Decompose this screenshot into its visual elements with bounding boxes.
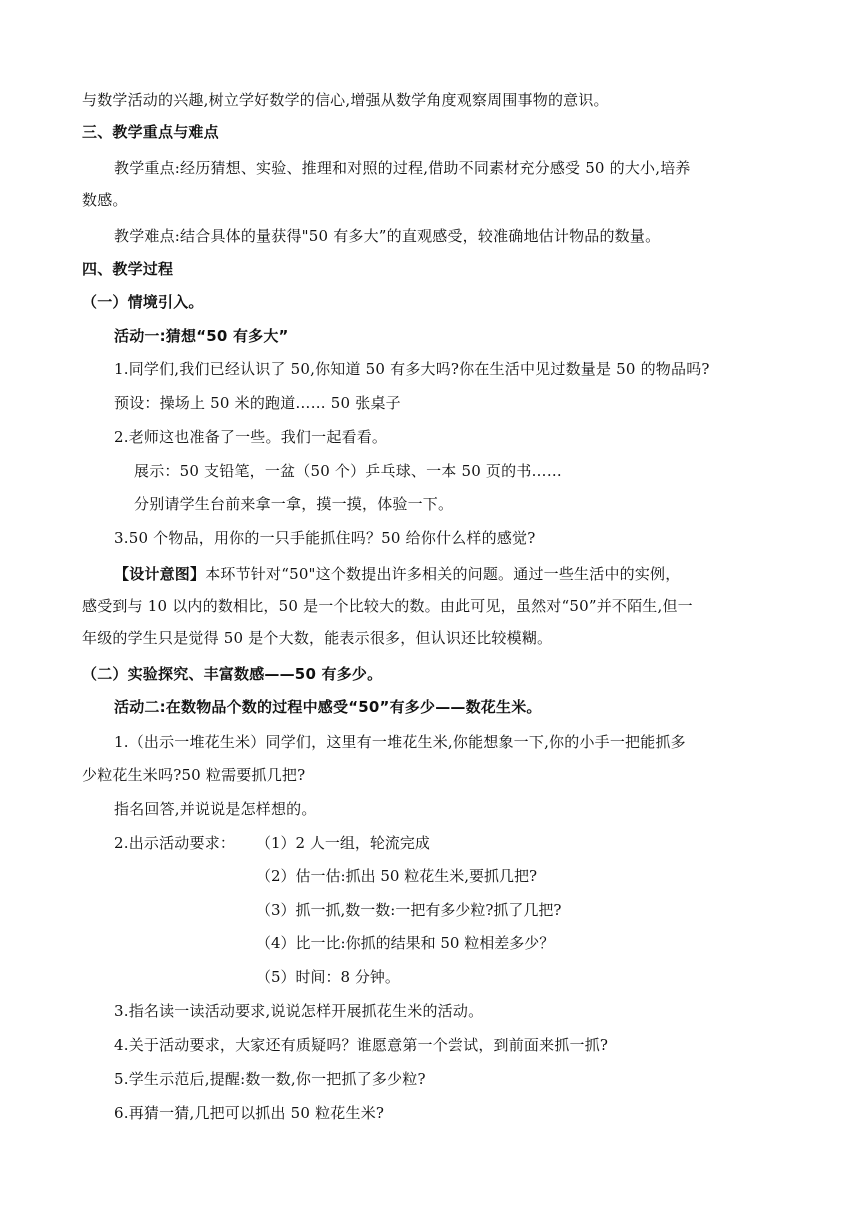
paragraph-line: 指名回答,并说说是怎样想的。	[114, 800, 317, 818]
paragraph-line: 预设：操场上 50 米的跑道…… 50 张桌子	[114, 394, 401, 412]
section-heading: 四、教学过程	[82, 260, 174, 278]
activity-heading: 活动二:在数物品个数的过程中感受“50”有多少——数花生米。	[114, 698, 542, 716]
paragraph-line: 与数学活动的兴趣,树立学好数学的信心,增强从数学角度观察周围事物的意识。	[82, 91, 609, 109]
paragraph-line: 3.指名读一读活动要求,说说怎样开展抓花生米的活动。	[114, 1002, 484, 1020]
paragraph-line: 教学重点:经历猜想、实验、推理和对照的过程,借助不同素材充分感受 50 的大小,培养	[114, 159, 691, 177]
paragraph-line: 1.同学们,我们已经认识了 50,你知道 50 有多大吗?你在生活中见过数量是 50 的物品吗?	[114, 360, 710, 378]
paragraph-line: 分别请学生台前来拿一拿，摸一摸，体验一下。	[134, 495, 454, 513]
paragraph-line: 展示：50 支铅笔，一盆（50 个）乒乓球、一本 50 页的书……	[134, 462, 562, 480]
requirement-item: （2）估一估:抓出 50 粒花生米,要抓几把?	[256, 867, 538, 885]
requirement-item: （1）2 人一组，轮流完成	[256, 834, 430, 852]
paragraph-line: 感受到与 10 以内的数相比，50 是一个比较大的数。由此可见，虽然对“50”并不陌生,但一	[82, 597, 693, 615]
paragraph-line: 3.50 个物品，用你的一只手能抓住吗？50 给你什么样的感觉?	[114, 529, 536, 547]
subsection-heading: （一）情境引入。	[82, 293, 204, 311]
paragraph-line: 少粒花生米吗?50 粒需要抓几把?	[82, 766, 306, 784]
paragraph-line: 2.出示活动要求：	[114, 834, 236, 852]
paragraph-line: 年级的学生只是觉得 50 是个大数，能表示很多，但认识还比较模糊。	[82, 629, 553, 647]
section-heading: 三、教学重点与难点	[82, 123, 219, 141]
paragraph-line: 2.老师这也准备了一些。我们一起看看。	[114, 428, 388, 446]
requirement-item: （3）抓一抓,数一数:一把有多少粒?抓了几把?	[256, 901, 562, 919]
paragraph-line: 5.学生示范后,提醒:数一数,你一把抓了多少粒?	[114, 1070, 426, 1088]
paragraph-line: 教学难点:结合具体的量获得"50 有多大”的直观感受，较准确地估计物品的数量。	[114, 227, 661, 245]
requirement-item: （4）比一比:你抓的结果和 50 粒相差多少？	[256, 934, 555, 952]
subsection-heading: （二）实验探究、丰富数感——50 有多少。	[82, 665, 383, 683]
activity-heading: 活动一:猜想“50 有多大”	[114, 327, 289, 345]
requirement-item: （5）时间：8 分钟。	[256, 968, 400, 986]
design-intent-text: 本环节针对“50"这个数提出许多相关的问题。通过一些生活中的实例，	[205, 565, 681, 583]
paragraph-line: 1.（出示一堆花生米）同学们，这里有一堆花生米,你能想象一下,你的小手一把能抓多	[114, 733, 686, 751]
paragraph-line: 数感。	[82, 191, 128, 209]
design-intent-tag: 【设计意图】	[114, 565, 206, 583]
design-intent-line	[114, 564, 680, 584]
paragraph-line: 4.关于活动要求，大家还有质疑吗？谁愿意第一个尝试，到前面来抓一抓?	[114, 1036, 609, 1054]
paragraph-line: 6.再猜一猜,几把可以抓出 50 粒花生米?	[114, 1104, 385, 1122]
